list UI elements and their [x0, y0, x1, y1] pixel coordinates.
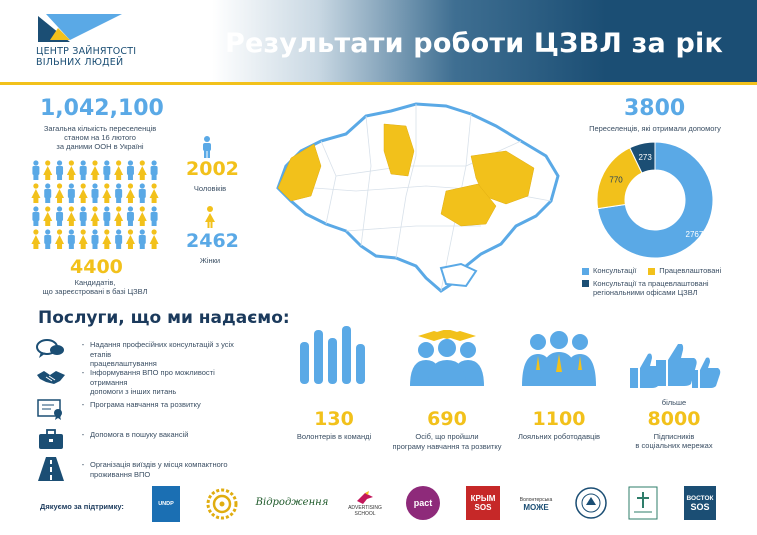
service-dash: -	[81, 368, 85, 377]
employers-number: 1100	[532, 408, 586, 430]
legend-item	[648, 266, 721, 275]
chart-legend	[582, 266, 752, 301]
trained-stat	[392, 408, 502, 451]
legend-label: Консультації та працевлаштовані	[593, 279, 709, 288]
legend-item	[582, 279, 752, 297]
male-person-icon	[127, 206, 134, 226]
undp-logo	[152, 486, 180, 522]
legend-swatch	[582, 280, 589, 287]
candidates-caption-line: що зареєстровані в базі ЦЗВЛ	[42, 287, 148, 296]
service-item	[34, 456, 250, 482]
men-caption: Чоловіків	[193, 184, 227, 193]
subscribers-caption-line: Підписників	[653, 431, 695, 441]
male-person-icon	[151, 206, 158, 226]
service-text: Інформування ВПО про можливості отримання	[90, 368, 215, 387]
road-icon	[38, 457, 64, 481]
male-person-icon	[151, 160, 158, 180]
female-person-icon	[126, 229, 135, 249]
donut-value-label: 273	[638, 153, 652, 163]
undp-text: UNDP	[158, 501, 174, 507]
service-text: працевлаштування	[90, 359, 157, 368]
female-person-icon	[31, 183, 40, 203]
legend-label: Працевлаштовані	[659, 266, 722, 275]
people-grid-icon	[30, 158, 160, 250]
logo-line-2: ВІЛЬНИХ ЛЮДЕЙ	[36, 57, 124, 68]
male-person-icon	[92, 229, 99, 249]
legend-label: Консультації	[593, 266, 637, 275]
candidates-caption-line: Кандидатів,	[74, 278, 116, 287]
service-text: Організація виїздів у місця компактного	[90, 460, 228, 469]
trained-number: 690	[427, 408, 467, 430]
employers-stat	[514, 408, 604, 442]
female-person-icon	[79, 183, 88, 203]
women-caption: Жінки	[199, 256, 221, 265]
trained-caption-line: програму навчання та розвитку	[392, 441, 502, 451]
subscribers-stat	[626, 396, 722, 451]
male-person-icon	[32, 160, 39, 180]
male-person-icon	[68, 229, 75, 249]
service-item	[34, 426, 250, 452]
male-person-icon	[139, 229, 146, 249]
female-person-icon	[55, 229, 64, 249]
pact-text: pact	[413, 498, 433, 508]
total-caption-line: за даними ООН в Україні	[56, 142, 144, 151]
certificate-icon	[36, 398, 66, 420]
female-person-icon	[91, 206, 100, 226]
briefcase-icon	[37, 428, 65, 450]
subscribers-number: 8000	[647, 407, 701, 430]
male-person-icon	[92, 183, 99, 203]
female-person-icon	[102, 229, 111, 249]
donut-value-label: 770	[609, 175, 623, 185]
employers-caption: Лояльних роботодавців	[517, 432, 601, 441]
mozhe-line: Волонтерська	[519, 496, 553, 503]
bird-icon	[355, 491, 375, 505]
raised-hands-icon	[294, 324, 374, 384]
handshake-icon	[36, 367, 66, 387]
rotary-logo-icon	[206, 488, 238, 520]
donut-chart	[590, 140, 720, 260]
donut-value-label: 2767	[685, 229, 704, 239]
male-person-icon	[56, 206, 63, 226]
female-person-icon	[150, 183, 159, 203]
helped-number: 3800	[624, 96, 686, 121]
helped-caption: Переселенців, які отримали допомогу	[589, 124, 721, 133]
female-person-icon	[67, 206, 76, 226]
female-person-icon	[150, 229, 159, 249]
service-text: проживання ВПО	[90, 469, 151, 479]
female-person-icon	[43, 206, 52, 226]
service-text: допомоги з інших питань	[90, 387, 177, 396]
male-person-icon	[139, 183, 146, 203]
logo-line-1: ЦЕНТР ЗАЙНЯТОСТІ	[36, 46, 137, 57]
female-person-icon	[138, 206, 147, 226]
total-caption-line: станом на 16 лютого	[64, 133, 136, 142]
trained-caption	[392, 432, 502, 451]
male-person-icon	[80, 206, 87, 226]
vostok-sos-logo	[684, 486, 716, 520]
service-dash: -	[81, 460, 85, 469]
service-item	[34, 396, 250, 422]
vostok-sos-line: ВОСТОК	[686, 495, 714, 502]
male-person-icon	[127, 160, 134, 180]
male-person-icon	[44, 183, 51, 203]
candidates-number: 4400	[70, 256, 123, 278]
logo-text	[36, 46, 136, 68]
service-text: Програма навчання та розвитку	[90, 400, 201, 409]
subscribers-prefix: більше	[661, 398, 687, 407]
advertising-school-line: SCHOOL	[354, 511, 376, 517]
legend-item	[582, 266, 636, 275]
ukraine-map-icon	[266, 96, 566, 296]
service-item	[34, 364, 250, 397]
volunteers-caption: Волонтерів в команді	[296, 432, 372, 441]
male-person-icon	[44, 229, 51, 249]
female-person-icon	[126, 183, 135, 203]
female-person-icon	[91, 160, 100, 180]
female-person-icon	[114, 160, 123, 180]
mozhe-line: МОЖЕ	[523, 502, 549, 512]
service-text: Надання професійних консультацій з усіх етапів	[90, 340, 234, 359]
krym-sos-line: КРЫМ	[470, 494, 496, 503]
female-person-icon	[203, 206, 217, 228]
female-person-icon	[102, 183, 111, 203]
female-person-icon	[79, 229, 88, 249]
candidates-caption	[40, 278, 150, 296]
thanks-label: Дякуємо за підтримку:	[40, 502, 124, 511]
service-dash: -	[81, 340, 85, 349]
total-idp-number: 1,042,100	[40, 96, 164, 121]
legend-swatch	[648, 268, 655, 275]
advertising-school-logo	[342, 486, 388, 522]
volunteers-stat	[294, 408, 374, 442]
volunteer-mozhe-logo	[514, 486, 558, 522]
vostok-sos-line: SOS	[690, 502, 710, 512]
legend-swatch	[582, 268, 589, 275]
subscribers-caption	[626, 432, 722, 451]
male-person-icon	[103, 160, 110, 180]
total-idp-caption	[32, 124, 168, 151]
speech-bubbles-icon	[36, 338, 66, 360]
female-person-icon	[31, 229, 40, 249]
female-person-icon	[67, 160, 76, 180]
service-dash: -	[81, 430, 85, 439]
thumbs-up-icon	[626, 344, 722, 394]
page-title: Результати роботи ЦЗВЛ за рік	[225, 28, 723, 59]
trained-caption-line: Осіб, що пройшли	[415, 432, 479, 441]
male-person-icon	[115, 229, 122, 249]
legend-label: регіональними офісами ЦЗВЛ	[593, 288, 698, 297]
vidrodzhennya-text: Відродження	[255, 496, 329, 508]
male-person-icon	[32, 206, 39, 226]
subscribers-caption-line: в соціальних мережах	[635, 441, 713, 450]
round-seal-logo-icon	[574, 486, 608, 520]
female-person-icon	[114, 206, 123, 226]
krym-sos-logo	[466, 486, 500, 520]
pact-logo	[406, 486, 440, 520]
women-number: 2462	[186, 230, 239, 252]
male-person-icon	[103, 206, 110, 226]
female-person-icon	[43, 160, 52, 180]
volunteers-number: 130	[314, 408, 354, 430]
male-person-icon	[68, 183, 75, 203]
male-person-icon	[115, 183, 122, 203]
business-people-icon	[518, 330, 600, 386]
male-person-icon	[200, 136, 214, 158]
male-person-icon	[80, 160, 87, 180]
service-text: Допомога в пошуку вакансій	[90, 430, 189, 439]
female-person-icon	[138, 160, 147, 180]
header-accent-bar	[0, 82, 757, 85]
charity-logo-icon	[628, 486, 658, 520]
graduates-icon	[404, 330, 490, 386]
service-dash: -	[81, 400, 85, 409]
services-title: Послуги, що ми надаємо:	[38, 308, 290, 328]
vidrodzhennya-logo	[256, 486, 328, 518]
male-person-icon	[56, 160, 63, 180]
female-person-icon	[55, 183, 64, 203]
advertising-school-line: ADVERTISING	[348, 505, 382, 511]
men-number: 2002	[186, 158, 239, 180]
krym-sos-line: SOS	[474, 503, 492, 512]
total-caption-line: Загальна кількість переселенців	[43, 124, 157, 133]
